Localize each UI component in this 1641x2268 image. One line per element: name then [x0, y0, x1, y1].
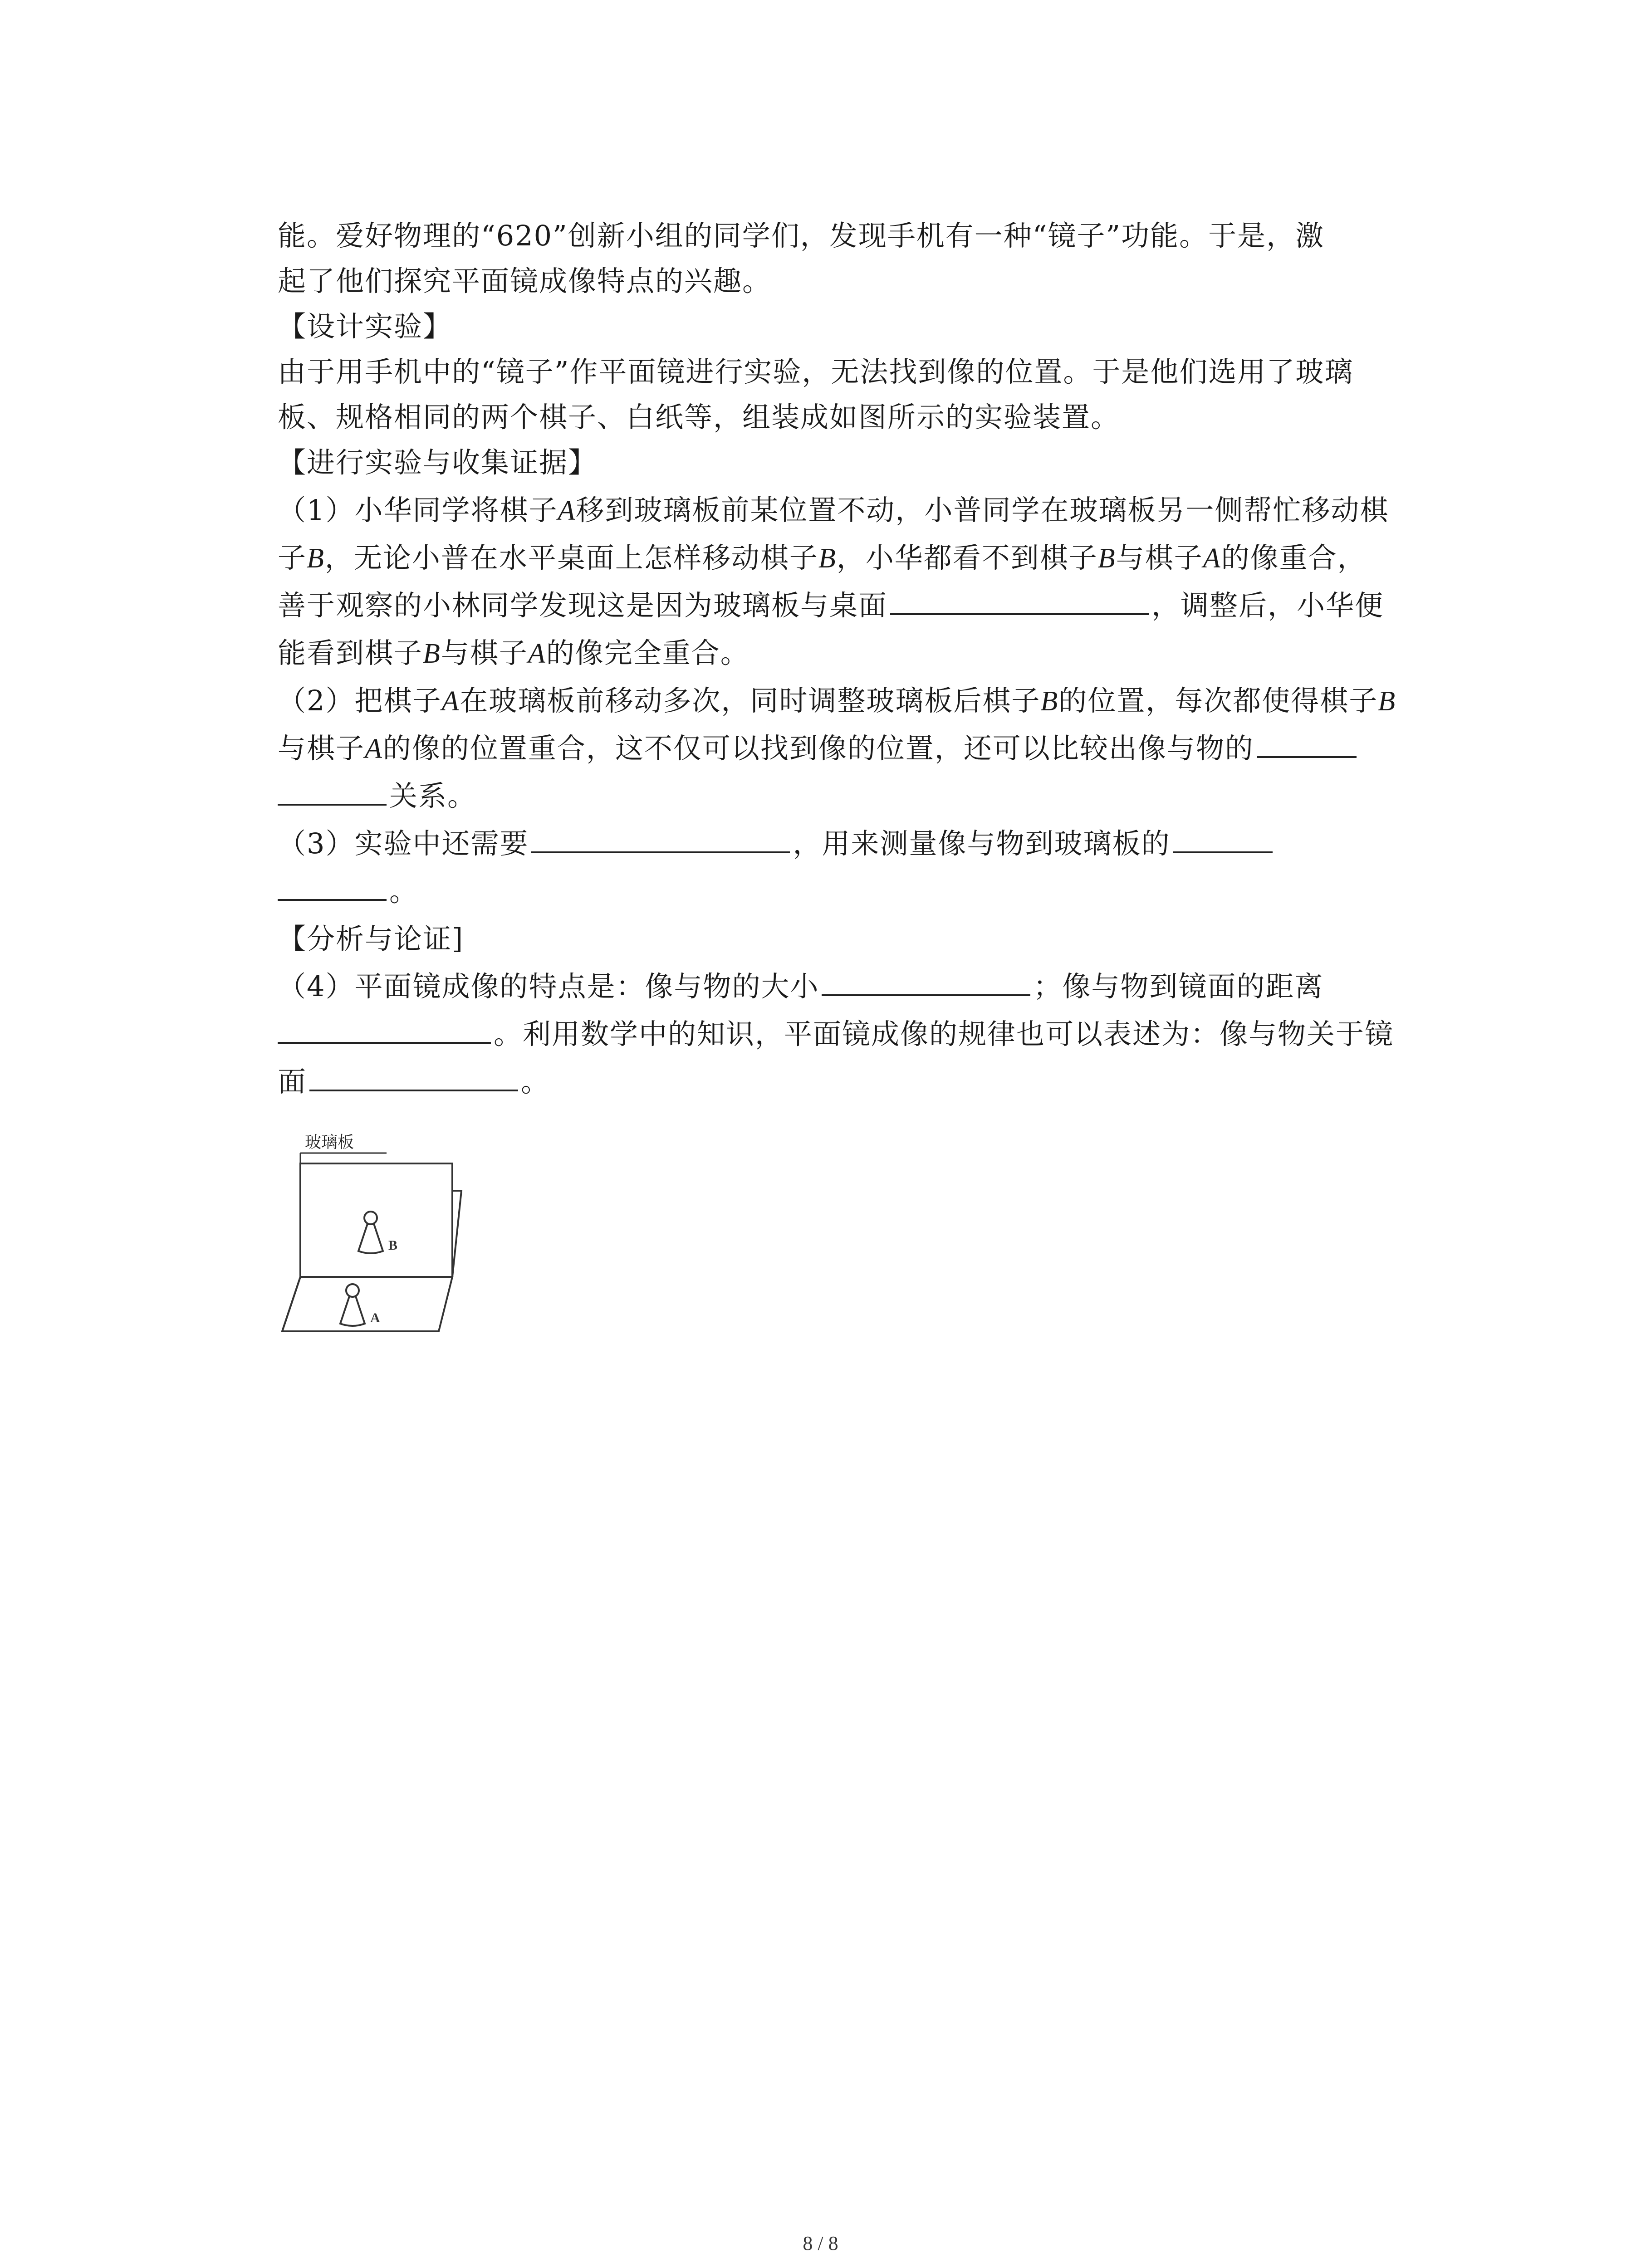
text: 移到玻璃板前某位置不动，小普同学在玻璃板另一侧帮忙移动棋: [576, 494, 1389, 527]
text: 与棋子: [278, 732, 365, 765]
plate-edge: [452, 1191, 461, 1277]
text: 能。爱好物理的“620”创新小组的同学们，发现手机有一种“镜子”功能。于是，激: [278, 219, 1325, 252]
text: 面: [278, 1065, 307, 1098]
text: 【分析与论证]: [278, 922, 464, 955]
text: 子: [278, 541, 307, 574]
section-analysis-heading: [278, 916, 1448, 962]
piece-a-label: A: [528, 638, 546, 669]
text: 与棋子: [1116, 541, 1203, 574]
paper-left-edge: [282, 1277, 300, 1331]
q3-line-1: [278, 821, 1448, 866]
text: 【进行实验与收集证据】: [278, 446, 598, 479]
section-design-heading: [278, 304, 1448, 349]
answer-blank-q4-symmetry[interactable]: [309, 1061, 518, 1091]
paper-sheet: [282, 1277, 452, 1331]
q1-line-4: [278, 631, 1448, 676]
text: ，调整后，小华便: [1151, 589, 1384, 622]
piece-b-label: B: [1097, 543, 1116, 574]
piece-b-tag: B: [388, 1238, 398, 1253]
q4-line-2: [278, 1012, 1448, 1057]
answer-blank-q4-distance[interactable]: [278, 1014, 491, 1044]
chess-piece-b-icon: [358, 1212, 383, 1253]
piece-b-label: B: [1040, 686, 1059, 717]
text: 。: [521, 1065, 550, 1098]
text: 起了他们探究平面镜成像特点的兴趣。: [278, 264, 772, 298]
design-line-2: [278, 395, 1448, 440]
text: 的像的位置重合，这不仅可以找到像的位置，还可以比较出像与物的: [382, 732, 1254, 765]
q2-line-2: [278, 726, 1448, 772]
chess-piece-a-icon: [340, 1284, 365, 1326]
answer-blank-q2[interactable]: [1257, 728, 1357, 758]
piece-a-label: A: [558, 495, 576, 526]
text: ，小华都看不到棋子: [836, 541, 1098, 574]
text: （1）小华同学将棋子: [278, 494, 558, 527]
text: 的像重合，: [1221, 541, 1367, 574]
answer-blank-q3-tool[interactable]: [531, 823, 790, 853]
text: 。: [389, 875, 419, 908]
answer-blank-q1[interactable]: [890, 585, 1149, 615]
text: ，无论小普在水平桌面上怎样移动棋子: [324, 541, 818, 574]
q1-line-1: [278, 488, 1448, 533]
answer-blank-q3-distance[interactable]: [1173, 823, 1273, 853]
piece-a-label: A: [365, 733, 383, 764]
answer-blank-q2-cont[interactable]: [278, 776, 387, 806]
intro-line-1: [278, 213, 1448, 259]
text: ，用来测量像与物到玻璃板的: [793, 827, 1171, 860]
text: 善于观察的小林同学发现这是因为玻璃板与桌面: [278, 589, 888, 622]
text: 由于用手机中的“镜子”作平面镜进行实验，无法找到像的位置。于是他们选用了玻璃: [278, 355, 1354, 388]
q1-line-3: [278, 583, 1448, 628]
text: 在玻璃板前移动多次，同时调整玻璃板后棋子: [460, 684, 1041, 717]
text: 【设计实验】: [278, 310, 452, 343]
answer-blank-q4-size[interactable]: [822, 966, 1030, 996]
piece-b-label: B: [1378, 686, 1396, 717]
page-number: 8 / 8: [803, 2232, 838, 2254]
q2-line-3: [278, 773, 1448, 819]
text: 的位置，每次都使得棋子: [1058, 684, 1378, 717]
q3-line-2: [278, 869, 1448, 914]
q1-line-2: [278, 535, 1448, 581]
q2-line-1: [278, 678, 1448, 724]
piece-b-label: B: [423, 638, 441, 669]
text: 。利用数学中的知识，平面镜成像的规律也可以表述为：像与物关于镜: [494, 1017, 1394, 1051]
section-conduct-heading: [278, 440, 1448, 485]
text: ；像与物到镜面的距离: [1033, 970, 1324, 1003]
q4-line-1: [278, 964, 1448, 1009]
text: 与棋子: [441, 636, 528, 670]
design-line-1: [278, 349, 1448, 395]
q4-line-3: [278, 1059, 1448, 1105]
text: （2）把棋子: [278, 684, 442, 717]
piece-a-tag: A: [370, 1310, 380, 1325]
experiment-figure: [278, 1129, 477, 1347]
answer-blank-q3-cont[interactable]: [278, 871, 387, 901]
text: 板、规格相同的两个棋子、白纸等，组装成如图所示的实验装置。: [278, 401, 1120, 434]
text: 能看到棋子: [278, 636, 423, 670]
text: （3）实验中还需要: [278, 827, 529, 860]
text: （4）平面镜成像的特点是：像与物的大小: [278, 970, 819, 1003]
piece-a-label: A: [1203, 543, 1221, 574]
piece-b-label: B: [818, 543, 837, 574]
piece-b-label: B: [307, 543, 325, 574]
intro-line-2: [278, 259, 1448, 304]
text: 关系。: [389, 779, 477, 812]
mirror-setup-diagram: [278, 1129, 477, 1347]
text: 的像完全重合。: [546, 636, 749, 670]
piece-a-label: A: [441, 686, 460, 717]
glass-plate-label: 玻璃板: [305, 1133, 354, 1151]
